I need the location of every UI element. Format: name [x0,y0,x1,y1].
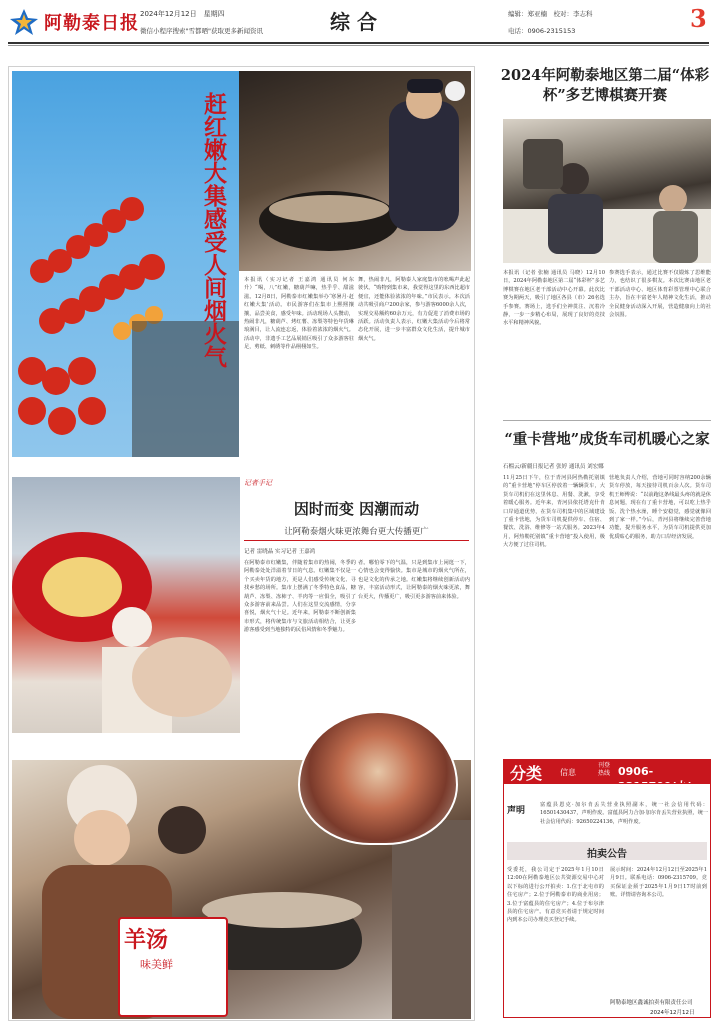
page-number: 3 [690,4,707,33]
logo-icon [8,8,40,36]
statement-text: 富蕴县恩克·加尔肯丢失营业执照副本，统一社会信用代码：16501430437，声明作废。富蕴县阿力合加·加尔肯丢失营业执照，统一社会信用代码：92650224136，声明作废。 [540,802,708,825]
article-text-col-b: 舞，热闹非凡，阿勒泰人家庭集市的吆喝声此起彼伏。“购物到集市来，我觉得这里的东西比超市便宜，还能体验浓浓的年味。”市民表示。本次活动共吸引商户200余家，参与游客6000余人次，实现交易额约60余万元，有力促进了消费市场的活跃。活动负责人表示，红嫩大集活动今后将常态化开展，进一步丰富群众文化生活，提升城市烟火气。 [358,277,470,342]
essay-text-col-c: 在阿勒泰市红嫩集，伴随着集市的热闹，冬季的阿勒泰处处洋溢着节日的气息。红嫩集不仅是一个买卖年货的地方，更是人们感受传统文化、寻找乡愁的场所。集市上摆满了冬季特色食品，糖葫芦、冻梨、冻柿子、羊肉等一应俱全，吸引了众多游客前来品尝。人们在这里交流感情，分享喜悦，烟火气十足。近年来，阿勒泰不断创新集市形式，将传统集市与文旅活动相结合，让更多游客感受到当地独特的民俗风情和冬季魅力。 [244,560,356,634]
auction-title: 拍卖公告 [587,849,627,860]
hotpot-vendor-photo [239,71,471,271]
article-text-col-a: 本报讯（实习记者 王嘉鸿 通讯员 何东升）“喝，八”红嫩，糖葫芦嘛，热乎乎、甜滋滋。12月8日，阿勒泰市红嫩集举办‘寒暑月·赶红嫩大集’活动。市民游客们在集市上熙熙攘攘，品尝美食，感受年味。活动现场人头攒动，热闹非凡，糖葫芦、烤红薯、冻梨等特色年货琳琅满目，让人流连忘返，体验着浓浓的烟火气。活动中，非遗手工艺品展销区吸引了众多游客驻足，剪纸、刺绣等作品栩栩如生。 [244,277,354,351]
lamb-vendor-photo [298,711,458,845]
auction-date: 2024年12月12日 [650,1010,695,1016]
phone-line: 电话：0906-2315153 [508,27,576,35]
right-divider [503,420,711,421]
truck-news-title: “重卡营地”成货车司机暖心之家 [504,431,710,448]
chess-illustration [503,119,711,263]
header-note: 微信小程序搜索"雪都晒"获取更多新闻资讯 [140,27,263,35]
essay-byline: 记者 雷晓晶 实习记者 王嘉鸿 [244,549,316,555]
editor-line: 编辑：郑亚楠 校对：李志科 [508,10,593,18]
chess-news-col-e: 本报讯（记者 张楠 通讯员 马晓）12月10日，2024年阿勒泰地区第二届“体彩杯”多艺博棋赛在地区老干部活动中心开幕。此次比赛为期两天，吸引了地区各县（市）26名选手参赛。赛场上，选手们全神贯注、沉着冷静，一步一步精心布局，展现了良好的竞技水平和精神风貌。 [503,270,605,327]
truck-news-col-h: 营地负责人介绍，营地可同时容纳200余辆货车停放，每天接待司机百余人次。货车司机王师傅说：“以前跑这条线最头疼的就是休息问题，现在有了重卡营地，可以吃上热乎饭、洗个热水澡，睡个安稳觉，感觉就像回到了家一样。”今后，青河县将继续完善营地功能，提升服务水平，为货车司机提供更加优质贴心的服务，助力口岸经济发展。 [609,475,711,540]
classifieds-title: 分类 [510,764,543,783]
header-rule [8,42,709,44]
essay-tag: 记者手记 [244,479,272,487]
auction-company: 阿勒泰地区鑫诚拍卖有限责任公司 [610,1000,693,1006]
chess-match-photo [503,119,711,263]
auction-text-col-i: 受委托，我公司定于2025年1月10日12:00在阿勒泰地区公共资源交易中心对以下标的进行公开拍卖：1.位于北屯市的住宅房产；2.位于阿勒泰市的商业用房；3.位于富蕴县的住宅房产；4.位于布尔津县的住宅房产。有意竞买者请于规定时间内到本公司办理竞买登记手续。 [507,867,604,924]
essay-rule [244,540,469,541]
chess-news-title: 2024年阿勒泰地区第二届“体彩杯”多艺博棋赛开赛 [500,67,710,104]
masthead: 阿勒泰日报 [44,13,139,34]
lion-dance-photo [12,477,240,733]
classifieds-phone: 0906-2315709(办) [618,765,693,793]
classifieds-info: 信息 [560,768,576,777]
soup-sign-subtext: 味美鲜 [140,958,173,971]
auction-text-col-j: 展示时间：2024年12月12日至2025年1月9日。联系电话：0906-2315709。竞买保证金须于2025年1月9日17时前到账。详情请咨询本公司。 [610,867,707,899]
vendor-illustration [239,71,471,271]
essay-title: 因时而变 因潮而动 [293,500,420,518]
feature-headline: 赶红嫩大集感受人间烟火气 [200,92,227,368]
essay-subtitle: 让阿勒泰烟火味更浓舞台更大传播更广 [284,527,429,537]
statement-label: 声明 [507,806,526,816]
essay-text-col-d: 者。哪怕零下的气温，只是到集市上闲逛一下，心情也会变得愉快。集市是城市的烟火气所在，也是文化的传承之地。红嫩集将继续创新活动内容，丰富活动形式，让阿勒泰的烟火味更浓，舞台更大，传播更广，吸引更多游客前来体验。 [358,560,470,600]
chess-news-col-f: 参赛选手表示，通过比赛不仅锻炼了思维能力，也结识了很多棋友。本次比赛由地区老干部活动中心、地区体育彩票管理中心联合主办，旨在丰富老年人精神文化生活，推动全民健身活动深入开展，营造健康向上的社会氛围。 [609,270,711,319]
issue-date: 2024年12月12日 星期四 [140,10,225,18]
section-title: 综 合 [330,10,377,34]
soup-sign-text: 羊汤 [124,927,169,953]
truck-news-col-g: 11月25日下午，位于青河县阿热勒托别镇的“重卡营地”停车区停放着一辆辆货车，大货车司机们在这里休息、用餐、洗漱，享受着暖心服务。近年来，青河县依托塔克什肯口岸通道优势，在货车司机集中的区域建设了重卡营地，为货车司机提供停车、住宿、餐饮、洗浴、维修等一站式服务。2023年4月，阿热勒托别镇“重卡营地”投入使用，极大方便了过往司机。 [503,475,605,549]
classifieds-hotline-label: 刊登热线 [598,762,611,777]
header-rule-thin [8,45,709,46]
lion-dance-illustration [12,477,240,733]
truck-news-byline: 石榴云/新疆日报记者 张婷 通讯员 刘宏娜 [503,464,604,470]
